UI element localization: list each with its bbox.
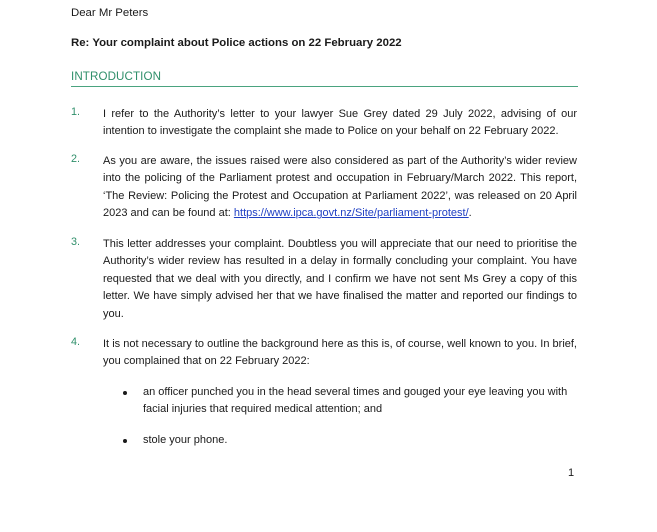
paragraph-number: 1. xyxy=(71,106,81,118)
section-heading-introduction: INTRODUCTION xyxy=(71,70,578,87)
paragraph-text: It is not necessary to outline the background here as this is, of course, well known to you. In brief, you complained that on 22 February 2022: xyxy=(103,338,577,368)
bullet-icon xyxy=(123,439,127,443)
paragraph-text-body: As you are aware, the issues raised were also considered as part of the Authority’s wider review into the policing of the Parliament protest and occupation in February/March 2022. This report, ‘The Review: Policing the Protest and Occupation at Parliament 2022’, was released on 20 April 2023 and can be found at: xyxy=(103,155,577,220)
bullet-icon xyxy=(123,391,127,395)
page-number: 1 xyxy=(568,467,575,479)
paragraph-text: This letter addresses your complaint. Doubtless you will appreciate that our need to prioritise the Authority’s wider review has resulted in a delay in formally concluding your complaint. You have requested that we deal with you directly, and I confirm we have not sent Ms Grey a copy of this letter. We have simply advised her that we have finalised the matter and reported our findings to you. xyxy=(103,238,577,320)
paragraph-number: 4. xyxy=(71,336,81,348)
paragraph-text-end: . xyxy=(468,207,472,220)
paragraph-text xyxy=(103,153,577,223)
bullet-text: an officer punched you in the head several times and gouged your eye leaving you with facial injuries that required medical attention; and xyxy=(143,386,568,416)
paragraph-number: 2. xyxy=(71,153,81,165)
subject-line: Re: Your complaint about Police actions on 22 February 2022 xyxy=(71,37,402,49)
salutation: Dear Mr Peters xyxy=(71,7,149,19)
paragraph-number: 3. xyxy=(71,236,81,248)
ipca-report-link[interactable]: https://www.ipca.govt.nz/Site/parliament-protest/ xyxy=(233,207,469,220)
paragraph-text: I refer to the Authority’s letter to your lawyer Sue Grey dated 29 July 2022, advising of our intention to investigate the complaint she made to Police on your behalf on 22 February 2022. xyxy=(103,108,577,138)
bullet-text: stole your phone. xyxy=(143,434,228,446)
